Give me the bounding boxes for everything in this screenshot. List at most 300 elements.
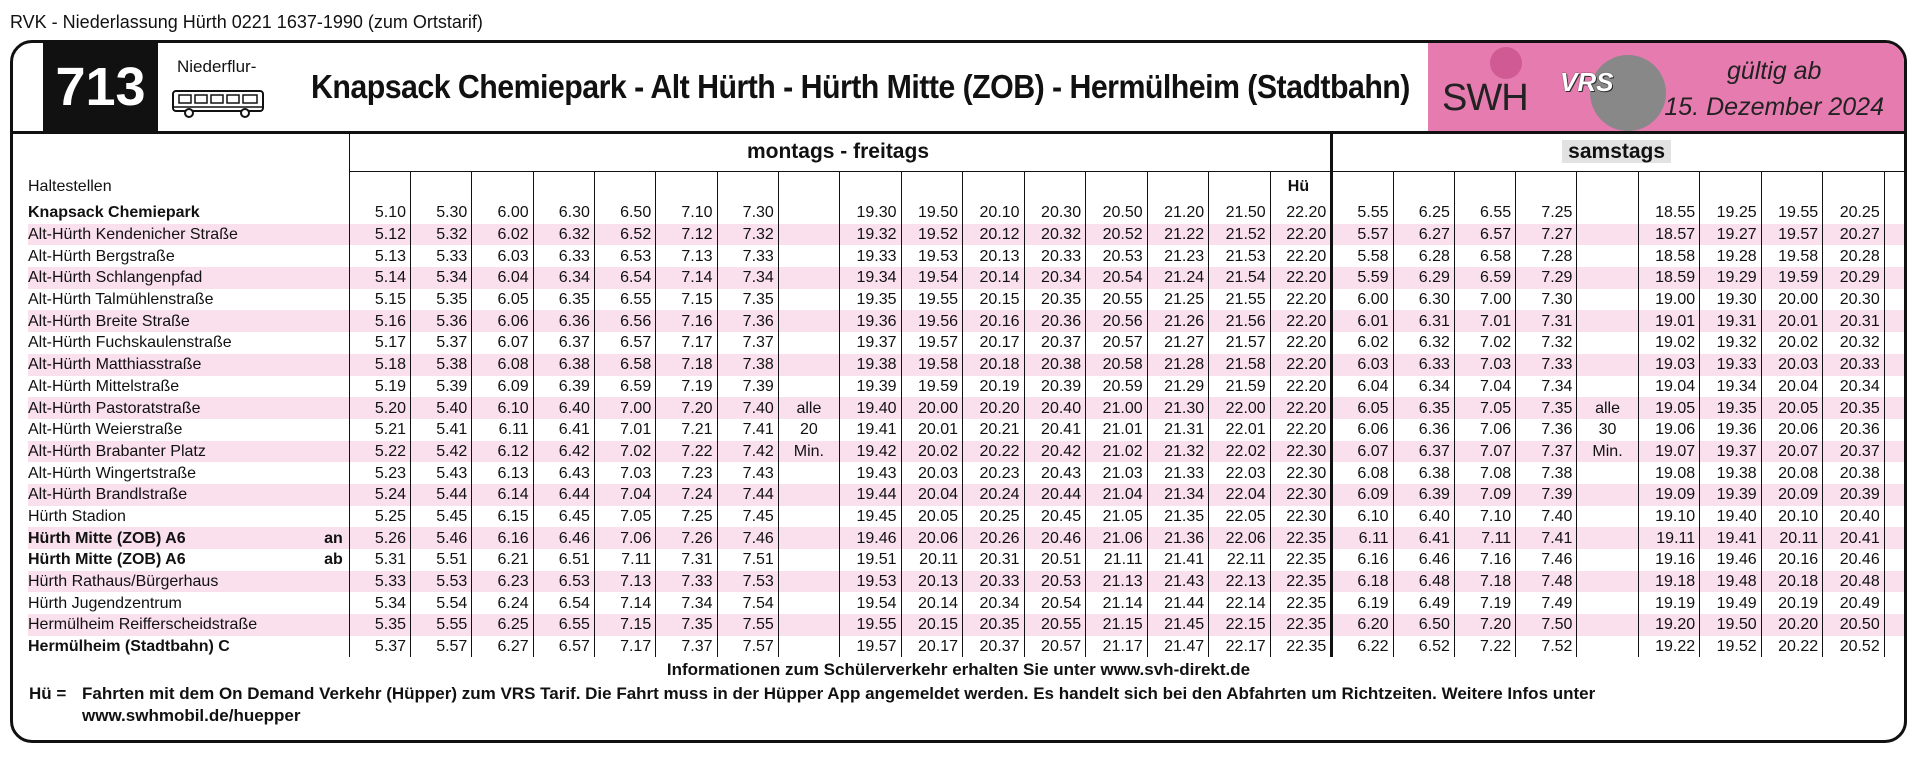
departure-time: 7.00 (1454, 289, 1515, 311)
departure-time: 20.25 (963, 506, 1025, 528)
table-row (28, 419, 1904, 441)
departure-time: 6.13 (472, 462, 533, 484)
departure-time: 7.20 (1454, 614, 1515, 636)
table-row (28, 224, 1904, 246)
departure-time: 20.37 (1823, 441, 1885, 463)
school-transport-info: Informationen zum Schülerverkehr erhalten Sie unter www.svh-direkt.de (666, 660, 1251, 679)
header-cell (533, 172, 594, 203)
timetable (28, 131, 1904, 657)
arrival-departure-marker: an (312, 527, 350, 549)
departure-time: 20.06 (1761, 419, 1823, 441)
header-cell (1700, 172, 1762, 203)
departure-time: 19.27 (1700, 224, 1762, 246)
route-title: Knapsack Chemiepark - Alt Hürth - Hürth Mitte (ZOB) - Hermülheim (Stadtbahn) (311, 68, 1410, 105)
departure-time: 5.51 (411, 549, 472, 571)
departure-time: 6.24 (472, 592, 533, 614)
departure-time: 6.09 (472, 376, 533, 398)
departure-time: 6.58 (594, 354, 655, 376)
saturday-label: samstags (1562, 140, 1671, 163)
interval-note-weekday (778, 332, 839, 354)
departure-time: 21.34 (1147, 484, 1209, 506)
header-cell (963, 172, 1025, 203)
departure-time: 20.14 (963, 267, 1025, 289)
header-cell (1577, 172, 1638, 203)
interval-note-saturday: alle (1577, 397, 1638, 419)
departure-time: 20.54 (1024, 592, 1086, 614)
departure-time: 20.49 (1823, 592, 1885, 614)
departure-time: 7.09 (1454, 484, 1515, 506)
departure-time: 20.08 (1761, 462, 1823, 484)
departure-time: 7.05 (594, 506, 655, 528)
departure-time: 5.32 (411, 224, 472, 246)
departure-time: 6.52 (594, 224, 655, 246)
departure-time: 6.02 (1332, 332, 1393, 354)
departure-time: 20.06 (901, 527, 963, 549)
interval-note-weekday (778, 484, 839, 506)
swh-logo-icon (1490, 47, 1522, 79)
departure-time: 22.30 (1270, 462, 1332, 484)
stop-name: Hürth Mitte (ZOB) A6 (28, 551, 186, 569)
departure-time: 6.34 (1393, 376, 1454, 398)
departure-time: 21.31 (1147, 419, 1209, 441)
departure-time: 5.16 (349, 310, 410, 332)
departure-time: 20.37 (963, 636, 1025, 658)
departure-time: 7.35 (1516, 397, 1577, 419)
departure-time: 20.01 (1761, 310, 1823, 332)
interval-note-saturday (1577, 506, 1638, 528)
departure-time: 7.37 (656, 636, 717, 658)
departure-time: 6.37 (533, 332, 594, 354)
table-row (28, 441, 1904, 463)
stop-name: Knapsack Chemiepark (28, 204, 200, 222)
departure-time: 20.34 (963, 592, 1025, 614)
departure-time: 20.04 (1761, 376, 1823, 398)
interval-note-saturday (1577, 224, 1638, 246)
interval-note-saturday (1577, 376, 1638, 398)
departure-time: 20.45 (1024, 506, 1086, 528)
departure-time: 20.44 (1024, 484, 1086, 506)
departure-time: 21.36 (1147, 527, 1209, 549)
departure-time: 20.13 (901, 571, 963, 593)
departure-time: 21.02 (1086, 441, 1148, 463)
trailing-cell (1884, 310, 1904, 332)
departure-time: 21.23 (1147, 245, 1209, 267)
departure-time: 5.35 (349, 614, 410, 636)
departure-time: 5.37 (349, 636, 410, 658)
departure-time: 6.54 (533, 592, 594, 614)
departure-time: 7.39 (717, 376, 778, 398)
arrival-departure-marker (312, 202, 350, 224)
departure-time: 7.32 (717, 224, 778, 246)
departure-time: 20.41 (1024, 419, 1086, 441)
departure-time: 6.05 (1332, 397, 1393, 419)
departure-time: 19.38 (1700, 462, 1762, 484)
table-row (28, 636, 1904, 658)
stop-name: Hürth Mitte (ZOB) A6 (28, 527, 312, 549)
arrival-departure-marker (312, 636, 350, 658)
departure-time: 18.59 (1638, 267, 1700, 289)
departure-time: 6.38 (1393, 462, 1454, 484)
departure-time: 21.25 (1147, 289, 1209, 311)
departure-time: 5.53 (411, 571, 472, 593)
departure-time: 19.07 (1638, 441, 1700, 463)
header-cell (1454, 172, 1515, 203)
departure-time: 7.34 (717, 267, 778, 289)
departure-time: 22.03 (1209, 462, 1271, 484)
departure-time: 20.05 (1761, 397, 1823, 419)
departure-time: 6.39 (533, 376, 594, 398)
departure-time: 19.37 (1700, 441, 1762, 463)
departure-time: 20.50 (1086, 202, 1148, 224)
departure-time: 19.36 (839, 310, 901, 332)
departure-time: 19.46 (1700, 549, 1762, 571)
departure-time: 19.42 (839, 441, 901, 463)
table-row (28, 289, 1904, 311)
arrival-departure-marker: ab (324, 551, 343, 569)
departure-time: 19.03 (1638, 354, 1700, 376)
departure-time: 5.24 (349, 484, 410, 506)
departure-time: 18.55 (1638, 202, 1700, 224)
header-cell (901, 172, 963, 203)
departure-time: 20.53 (1086, 245, 1148, 267)
departure-time: 7.04 (594, 484, 655, 506)
departure-time: 6.36 (533, 310, 594, 332)
footnote-marker: Hü = (29, 684, 67, 703)
departure-time: 7.30 (717, 202, 778, 224)
departure-time: 19.33 (1700, 354, 1762, 376)
departure-time: 19.54 (839, 592, 901, 614)
departure-time: 6.29 (1393, 267, 1454, 289)
departure-time: 20.33 (963, 571, 1025, 593)
arrival-departure-marker (312, 332, 350, 354)
departure-time: 19.55 (901, 289, 963, 311)
stop-name: Hermülheim Reifferscheidstraße (28, 614, 312, 636)
operator-panel (1428, 43, 1904, 131)
departure-time: 20.35 (963, 614, 1025, 636)
departure-time: 7.40 (717, 397, 778, 419)
departure-time: 21.26 (1147, 310, 1209, 332)
departure-time: 6.30 (1393, 289, 1454, 311)
interval-note-saturday (1577, 202, 1638, 224)
departure-time: 6.55 (1454, 202, 1515, 224)
table-row (28, 397, 1904, 419)
departure-time: 21.15 (1086, 614, 1148, 636)
departure-time: 6.41 (1393, 527, 1454, 549)
low-floor-label: Niederflur- (177, 57, 257, 76)
header-cell (1147, 172, 1209, 203)
departure-time: 19.40 (1700, 506, 1762, 528)
departure-time: 7.33 (1516, 354, 1577, 376)
departure-time: 21.03 (1086, 462, 1148, 484)
departure-time: 7.43 (717, 462, 778, 484)
departure-time: 20.23 (963, 462, 1025, 484)
departure-time: 5.31 (349, 549, 410, 571)
departure-time: 6.11 (472, 419, 533, 441)
saturday-header (1332, 131, 1904, 172)
departure-time: 5.46 (411, 527, 472, 549)
departure-time: 5.41 (411, 419, 472, 441)
departure-time: 7.36 (717, 310, 778, 332)
departure-time: 7.41 (717, 419, 778, 441)
departure-time: 7.34 (1516, 376, 1577, 398)
departure-time: 7.33 (656, 571, 717, 593)
departure-time: 19.33 (839, 245, 901, 267)
departure-time: 7.01 (594, 419, 655, 441)
trailing-cell (1884, 506, 1904, 528)
departure-time: 7.12 (656, 224, 717, 246)
validity-box (1664, 53, 1884, 125)
departure-time: 20.20 (1761, 614, 1823, 636)
stop-name: Alt-Hürth Bergstraße (28, 247, 175, 265)
departure-time: 20.14 (901, 592, 963, 614)
departure-time: 20.15 (963, 289, 1025, 311)
header-cell (1332, 172, 1393, 203)
stop-name: Alt-Hürth Matthiasstraße (28, 354, 312, 376)
header-cell (1761, 172, 1823, 203)
interval-note-saturday (1577, 267, 1638, 289)
departure-time: 7.15 (594, 614, 655, 636)
departure-time: 5.55 (1332, 202, 1393, 224)
departure-time: 6.25 (472, 614, 533, 636)
header-cell (472, 172, 533, 203)
swh-logo-text: SWH (1442, 77, 1528, 119)
departure-time: 21.11 (1086, 549, 1148, 571)
departure-time: 20.38 (1024, 354, 1086, 376)
interval-note-saturday (1577, 289, 1638, 311)
arrival-departure-marker (312, 506, 350, 528)
departure-time: 20.31 (1823, 310, 1885, 332)
footnote-text (82, 683, 1595, 727)
departure-time: 7.08 (1454, 462, 1515, 484)
departure-time: 6.32 (533, 224, 594, 246)
interval-note-weekday (778, 354, 839, 376)
header-cell (656, 172, 717, 203)
departure-time: 22.30 (1270, 441, 1332, 463)
departure-time: 6.07 (1332, 441, 1393, 463)
departure-time: 20.39 (1024, 376, 1086, 398)
departure-time: 7.42 (717, 441, 778, 463)
departure-time: 22.20 (1270, 245, 1332, 267)
departure-time: 20.28 (1823, 245, 1885, 267)
departure-time: 22.20 (1270, 267, 1332, 289)
departure-time: 20.04 (901, 484, 963, 506)
departure-time: 19.51 (839, 549, 901, 571)
departure-time: 19.59 (1761, 267, 1823, 289)
trailing-cell (1884, 202, 1904, 224)
header-cell (1024, 172, 1086, 203)
departure-time: 6.40 (1393, 506, 1454, 528)
departure-time: 22.06 (1209, 527, 1271, 549)
departure-time: 20.10 (963, 202, 1025, 224)
departure-time: 21.45 (1147, 614, 1209, 636)
table-row (28, 310, 1904, 332)
departure-time: 20.07 (1761, 441, 1823, 463)
departure-time: 19.04 (1638, 376, 1700, 398)
departure-time: 20.26 (963, 527, 1025, 549)
departure-time: 20.46 (1823, 549, 1885, 571)
departure-time: 18.57 (1638, 224, 1700, 246)
departure-time: 19.46 (839, 527, 901, 549)
departure-time: 6.15 (472, 506, 533, 528)
departure-time: 6.59 (1454, 267, 1515, 289)
departure-time: 20.55 (1024, 614, 1086, 636)
departure-time: 6.18 (1332, 571, 1393, 593)
interval-note-saturday (1577, 484, 1638, 506)
departure-time: 5.57 (1332, 224, 1393, 246)
departure-time: 7.05 (1454, 397, 1515, 419)
departure-time: 7.00 (594, 397, 655, 419)
departure-time: 6.52 (1393, 636, 1454, 658)
interval-note-weekday (778, 614, 839, 636)
header-cell (349, 172, 410, 203)
departure-time: 21.52 (1209, 224, 1271, 246)
interval-note-saturday (1577, 571, 1638, 593)
departure-time: 20.38 (1823, 462, 1885, 484)
departure-time: 5.34 (349, 592, 410, 614)
departure-time: 6.55 (533, 614, 594, 636)
header-cell (1516, 172, 1577, 203)
departure-time: 5.15 (349, 289, 410, 311)
interval-note-saturday: 30 (1577, 419, 1638, 441)
departure-time: 7.49 (1516, 592, 1577, 614)
departure-time: 5.55 (411, 614, 472, 636)
departure-time: 7.26 (656, 527, 717, 549)
departure-time: 6.35 (533, 289, 594, 311)
departure-time: 6.43 (533, 462, 594, 484)
interval-note-saturday (1577, 462, 1638, 484)
departure-time: 6.32 (1393, 332, 1454, 354)
departure-time: 6.58 (1454, 245, 1515, 267)
departure-time: 21.55 (1209, 289, 1271, 311)
departure-time: 7.38 (1516, 462, 1577, 484)
departure-time: 7.30 (1516, 289, 1577, 311)
stops-header: Haltestellen (28, 177, 112, 195)
departure-time: 6.30 (533, 202, 594, 224)
departure-time: 6.56 (594, 310, 655, 332)
departure-time: 7.37 (717, 332, 778, 354)
departure-time: 21.13 (1086, 571, 1148, 593)
departure-time: 19.02 (1638, 332, 1700, 354)
departure-time: 7.44 (717, 484, 778, 506)
departure-time: 22.20 (1270, 202, 1332, 224)
departure-time: 6.16 (1332, 549, 1393, 571)
departure-time: 7.18 (1454, 571, 1515, 593)
departure-time: 19.52 (1700, 636, 1762, 658)
departure-time: 19.52 (901, 224, 963, 246)
departure-time: 21.56 (1209, 310, 1271, 332)
departure-time: 20.55 (1086, 289, 1148, 311)
departure-time: 19.55 (1761, 202, 1823, 224)
trailing-cell (1884, 376, 1904, 398)
departure-time: 19.50 (1700, 614, 1762, 636)
departure-time: 6.10 (1332, 506, 1393, 528)
departure-time: 6.54 (594, 267, 655, 289)
departure-time: 20.48 (1823, 571, 1885, 593)
stop-name: Alt-Hürth Breite Straße (28, 310, 312, 332)
table-row (28, 267, 1904, 289)
departure-time: 20.33 (1024, 245, 1086, 267)
departure-time: 21.27 (1147, 332, 1209, 354)
header-cell (839, 172, 901, 203)
departure-time: 20.41 (1823, 527, 1885, 549)
departure-time: 6.07 (472, 332, 533, 354)
departure-time: 6.11 (1332, 527, 1393, 549)
departure-time: 6.55 (594, 289, 655, 311)
departure-time: 20.01 (901, 419, 963, 441)
departure-time: 20.36 (1024, 310, 1086, 332)
trailing-cell (1884, 441, 1904, 463)
departure-time: 20.00 (1761, 289, 1823, 311)
departure-time: 5.44 (411, 484, 472, 506)
departure-time: 7.21 (656, 419, 717, 441)
departure-time: 20.59 (1086, 376, 1148, 398)
departure-time: 7.34 (656, 592, 717, 614)
departure-time: 5.33 (411, 245, 472, 267)
departure-time: 7.19 (1454, 592, 1515, 614)
departure-time: 21.06 (1086, 527, 1148, 549)
arrival-departure-marker (312, 224, 350, 246)
departure-time: 22.35 (1270, 592, 1332, 614)
arrival-departure-marker (312, 310, 350, 332)
departure-time: 19.35 (839, 289, 901, 311)
departure-time: 20.57 (1024, 636, 1086, 658)
departure-time: 5.26 (349, 527, 410, 549)
departure-time: 6.51 (533, 549, 594, 571)
departure-time: 20.05 (901, 506, 963, 528)
departure-time: 22.30 (1270, 484, 1332, 506)
departure-time: 7.50 (1516, 614, 1577, 636)
departure-time: 20.15 (901, 614, 963, 636)
departure-time: 21.58 (1209, 354, 1271, 376)
departure-time: 7.27 (1516, 224, 1577, 246)
departure-time: 5.20 (349, 397, 410, 419)
departure-time: 21.54 (1209, 267, 1271, 289)
departure-time: 5.36 (411, 310, 472, 332)
departure-time: 7.57 (717, 636, 778, 658)
departure-time: 6.03 (1332, 354, 1393, 376)
departure-time: 6.53 (533, 571, 594, 593)
departure-time: 21.01 (1086, 419, 1148, 441)
header-cell (778, 172, 839, 203)
departure-time: 20.00 (901, 397, 963, 419)
departure-time: 6.48 (1393, 571, 1454, 593)
departure-time: 20.22 (963, 441, 1025, 463)
arrival-departure-marker (312, 354, 350, 376)
departure-time: 22.04 (1209, 484, 1271, 506)
departure-time: 6.49 (1393, 592, 1454, 614)
departure-time: 6.01 (1332, 310, 1393, 332)
departure-time: 7.22 (1454, 636, 1515, 658)
departure-time: 5.30 (411, 202, 472, 224)
departure-time: 7.46 (1516, 549, 1577, 571)
departure-time: 20.42 (1024, 441, 1086, 463)
trailing-cell (1884, 419, 1904, 441)
departure-time: 20.57 (1086, 332, 1148, 354)
departure-time: 22.20 (1270, 332, 1332, 354)
departure-time: 6.00 (472, 202, 533, 224)
stop-name: Hermülheim (Stadtbahn) C (28, 638, 230, 656)
departure-time: 19.09 (1638, 484, 1700, 506)
departure-time: 6.57 (594, 332, 655, 354)
departure-time: 20.36 (1823, 419, 1885, 441)
departure-time: 6.59 (594, 376, 655, 398)
departure-time: 7.28 (1516, 245, 1577, 267)
departure-time: 22.35 (1270, 636, 1332, 658)
departure-time: 5.57 (411, 636, 472, 658)
departure-time: 7.13 (656, 245, 717, 267)
departure-time: 20.17 (901, 636, 963, 658)
departure-time: 22.20 (1270, 397, 1332, 419)
